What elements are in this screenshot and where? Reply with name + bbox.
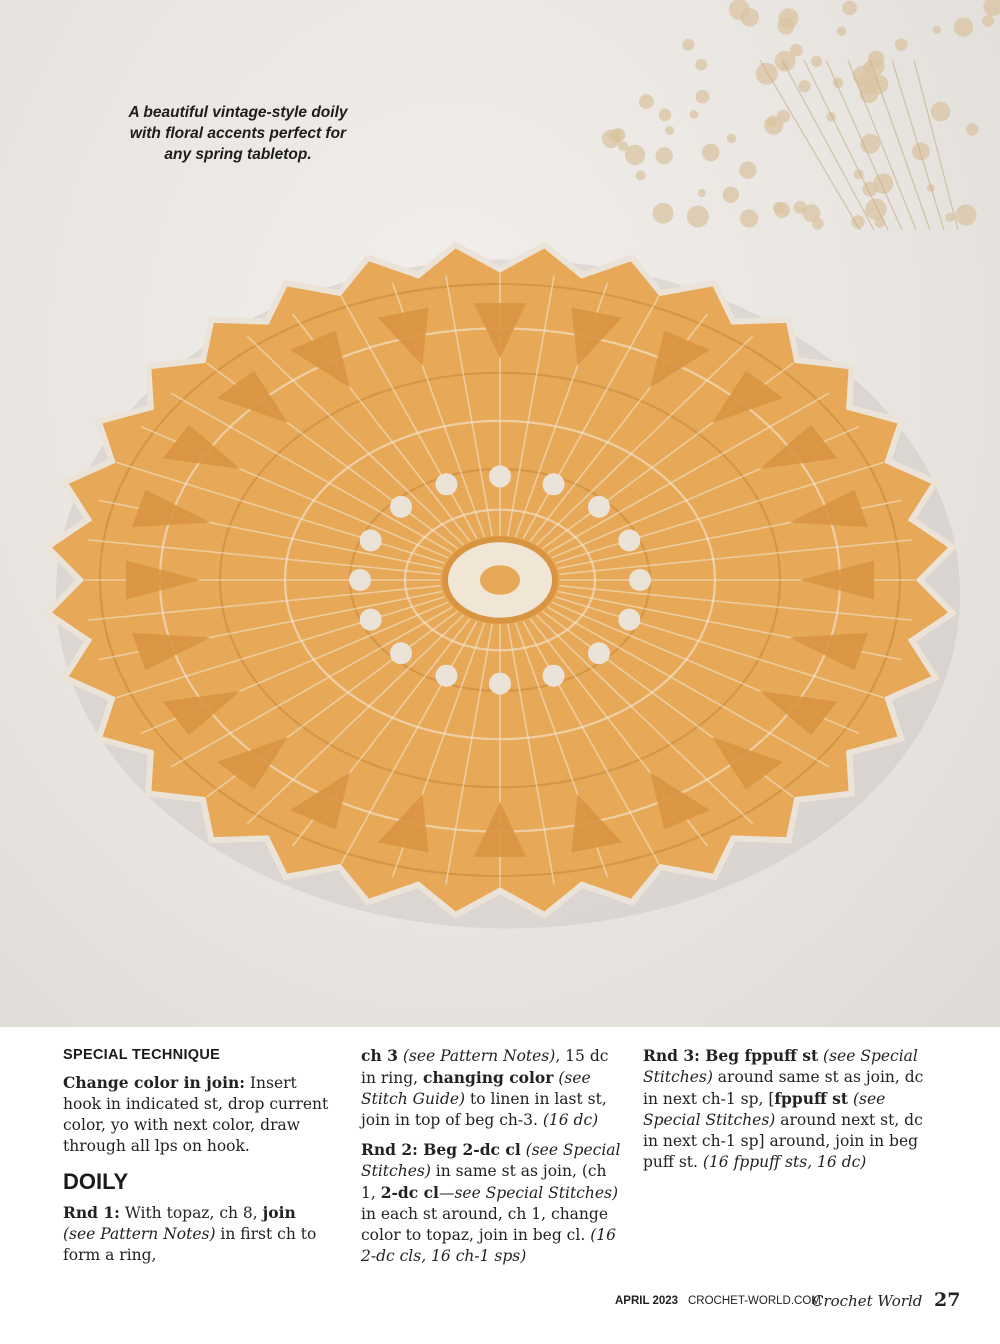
dried-flower [826, 112, 835, 121]
dried-flower [618, 141, 628, 151]
page-number: 27 [934, 1289, 961, 1311]
round-2-text: in each st around, ch 1, change color to topaz, join in beg cl. [361, 1205, 608, 1244]
issue-date: APRIL 2023 [615, 1295, 679, 1307]
linen-flower [618, 609, 640, 631]
round-1-term: ch 3 [361, 1046, 398, 1065]
linen-flower [360, 529, 382, 551]
round-3-label: Rnd 3: [643, 1046, 700, 1065]
dried-flower [625, 145, 645, 165]
round-1-term: join [262, 1203, 296, 1222]
doily-heading: DOILY [63, 1169, 129, 1194]
dried-flower [912, 142, 930, 160]
round-3-count: (16 fppuff sts, 16 dc) [702, 1153, 867, 1171]
dried-flower [790, 44, 803, 57]
dried-flower [798, 80, 810, 92]
dried-flower [756, 63, 778, 85]
round-3-note: (see Special Stitches) [643, 1047, 918, 1086]
dried-flower [696, 90, 710, 104]
linen-flower [618, 529, 640, 551]
dried-flower [639, 94, 654, 109]
dried-flower [895, 38, 908, 51]
dried-flower [636, 170, 646, 180]
round-1-text: to linen in last st, join in top of beg ch-3. [361, 1090, 607, 1129]
dried-flower [842, 1, 856, 15]
dried-flower [687, 205, 709, 227]
special-technique-paragraph [63, 1072, 331, 1157]
dried-flower [682, 39, 694, 51]
round-2-note: (see Special Stitches) [361, 1141, 621, 1180]
round-1-note: (see Pattern Notes) [63, 1225, 216, 1243]
round-2-note: —see Special Stitches) [438, 1184, 619, 1202]
dried-flower [729, 0, 750, 20]
linen-flower [588, 642, 610, 664]
special-technique-heading: SPECIAL TECHNIQUE [63, 1047, 221, 1063]
linen-flower [588, 496, 610, 518]
round-3-paragraph [643, 1045, 925, 1173]
round-1-count: (16 dc) [542, 1111, 599, 1129]
dried-flower [983, 0, 1000, 16]
dried-flower [764, 116, 783, 135]
round-1-term: changing color [423, 1068, 554, 1087]
round-2-paragraph [361, 1139, 623, 1267]
dried-flower [955, 204, 976, 225]
column-2 [361, 1045, 623, 1275]
round-1-paragraph [63, 1202, 331, 1266]
dried-flower [695, 59, 707, 71]
dried-flower [811, 56, 822, 67]
dried-flower [966, 123, 979, 136]
round-1-continued [361, 1045, 623, 1131]
round-3-text: around same st as join, dc in next ch-1 sp, [ [643, 1068, 924, 1108]
dried-flower [931, 102, 951, 122]
linen-flower [435, 665, 457, 687]
linen-flower [435, 473, 457, 495]
dried-flower [602, 130, 621, 149]
dried-flower [837, 26, 846, 35]
dried-flower [945, 213, 954, 222]
round-3-text: around next st, dc in next ch-1 sp] around, join in beg puff st. [643, 1111, 923, 1171]
dried-flower [727, 134, 736, 143]
dried-flower [739, 161, 756, 178]
dried-flower [802, 204, 820, 222]
doily-center-ring [480, 565, 520, 595]
round-2-text: in same st as join, (ch 1, [361, 1162, 607, 1202]
column-3 [643, 1045, 925, 1181]
website-url: CROCHET-WORLD.COM [688, 1295, 821, 1307]
dried-flower [689, 110, 698, 119]
technique-text: Insert hook in indicated st, drop current color, yo with next color, draw through all lps on hook. [63, 1074, 329, 1155]
round-1-label: Rnd 1: [63, 1203, 120, 1222]
linen-flower [543, 473, 565, 495]
dried-flower [982, 15, 994, 27]
dried-flower [865, 198, 886, 219]
dried-flower [740, 209, 758, 227]
round-3-term: Beg fppuff st [699, 1046, 819, 1065]
round-2-term: Beg 2-dc cl [417, 1140, 521, 1159]
technique-term: Change color in join: [63, 1073, 245, 1092]
dried-flower [954, 17, 973, 36]
dried-flower [665, 126, 674, 135]
dried-flower [853, 65, 873, 85]
round-2-term: 2-dc cl [380, 1183, 439, 1202]
dried-flower [933, 26, 941, 34]
linen-flower [629, 569, 651, 591]
round-1-note: (see Stitch Guide) [361, 1069, 591, 1108]
linen-flower [360, 609, 382, 631]
dried-flower [698, 189, 706, 197]
dried-flower [778, 8, 798, 28]
round-2-label: Rnd 2: [361, 1140, 418, 1159]
column-1 [63, 1045, 331, 1274]
round-3-note: (see Special Stitches) [643, 1090, 886, 1129]
linen-flower [489, 465, 511, 487]
dried-flower [702, 144, 720, 162]
linen-flower [349, 569, 371, 591]
round-1-text: in first ch to form a ring, [63, 1225, 317, 1264]
linen-flower [489, 673, 511, 695]
photo-caption: A beautiful vintage-style doily with floral accents perfect for any spring tabletop. [128, 104, 348, 163]
round-1-text: With topaz, ch 8, [119, 1204, 263, 1222]
linen-flower [543, 665, 565, 687]
page-footer [0, 1291, 1000, 1317]
magazine-name: Crochet World [812, 1292, 923, 1310]
dried-flower [774, 202, 790, 218]
dried-flower [659, 109, 672, 122]
round-1-note: (see Pattern Notes) [397, 1047, 556, 1065]
round-1-text: , 15 dc in ring, [361, 1047, 609, 1087]
dried-flower [652, 203, 673, 224]
round-2-count: (16 2-dc cls, 16 ch-1 sps) [361, 1226, 616, 1265]
linen-flower [390, 496, 412, 518]
dried-flower [655, 147, 672, 164]
linen-flower [390, 642, 412, 664]
round-3-term: fppuff st [774, 1089, 849, 1108]
dried-flower [723, 186, 739, 202]
